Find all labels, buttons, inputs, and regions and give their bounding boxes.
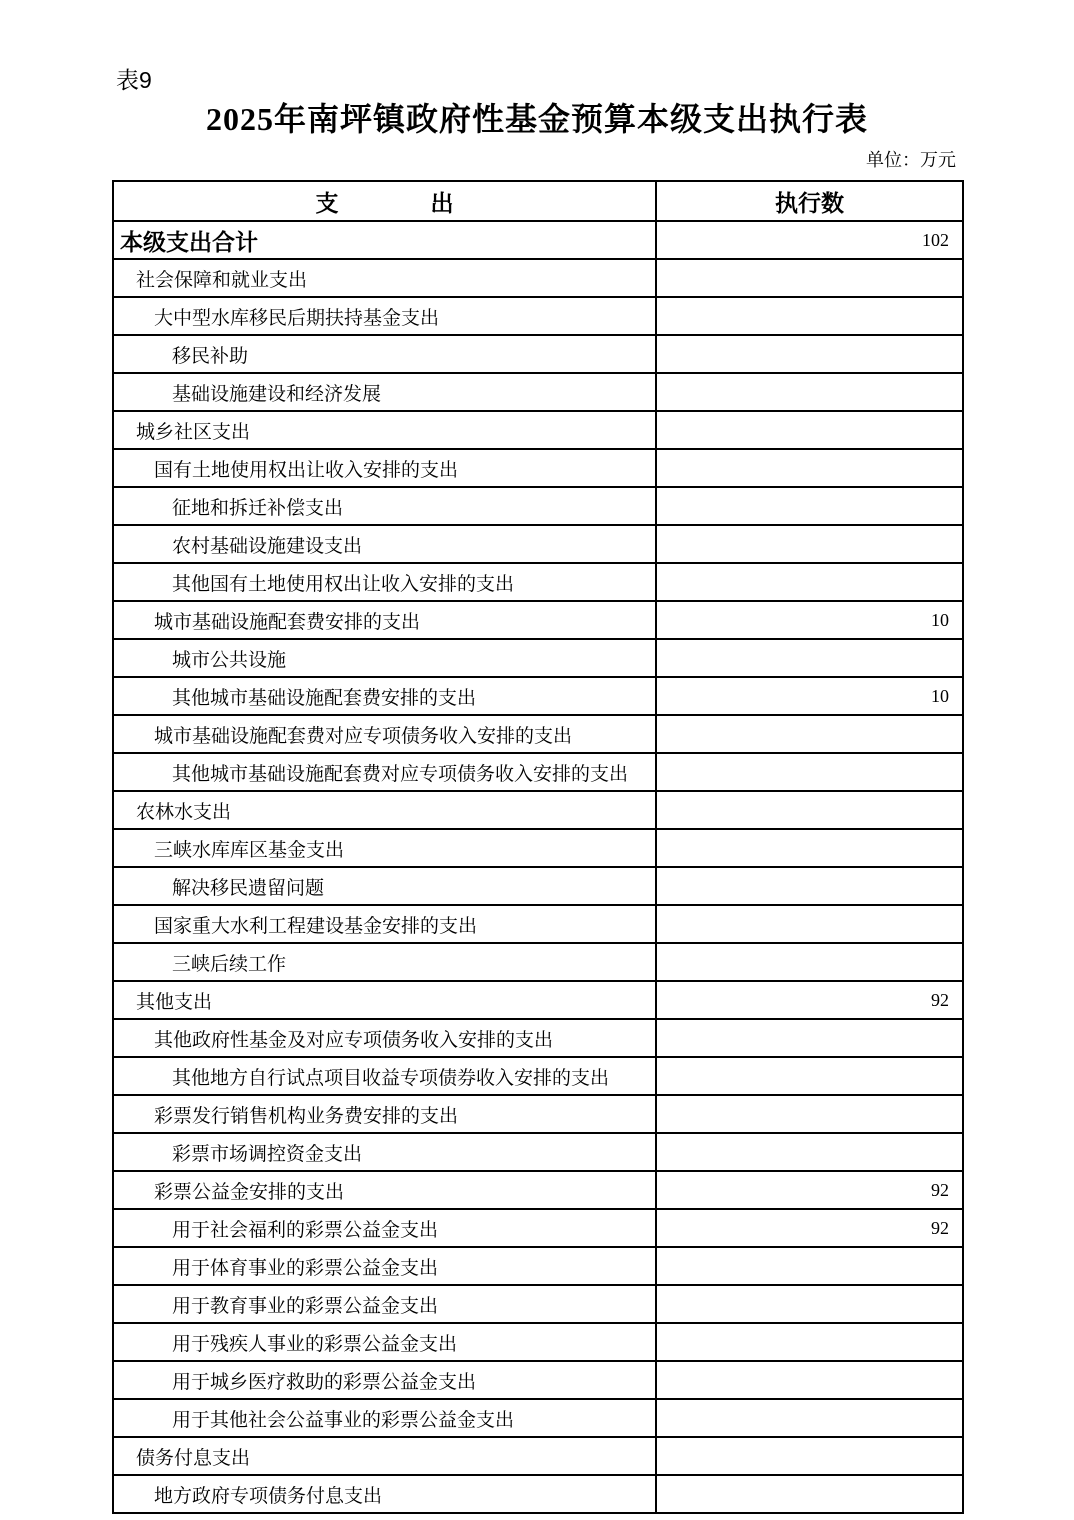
col-header-expenditure: 支 出 — [113, 181, 656, 221]
table-row — [113, 1437, 963, 1475]
expenditure-item-label: 城市基础设施配套费安排的支出 — [113, 601, 656, 639]
expenditure-item-label: 其他政府性基金及对应专项债务收入安排的支出 — [113, 1019, 656, 1057]
expenditure-item-label: 基础设施建设和经济发展 — [113, 373, 656, 411]
expenditure-item-label: 用于体育事业的彩票公益金支出 — [113, 1247, 656, 1285]
table-row — [113, 1057, 963, 1095]
execution-number-value — [656, 905, 963, 943]
table-row — [113, 335, 963, 373]
expenditure-item-label: 解决移民遗留问题 — [113, 867, 656, 905]
expenditure-item-label: 其他城市基础设施配套费对应专项债务收入安排的支出 — [113, 753, 656, 791]
expenditure-item-label: 国有土地使用权出让收入安排的支出 — [113, 449, 656, 487]
table-row — [113, 601, 963, 639]
execution-number-value: 92 — [656, 1171, 963, 1209]
table-row — [113, 867, 963, 905]
table-row — [113, 943, 963, 981]
table-row — [113, 677, 963, 715]
execution-number-value — [656, 867, 963, 905]
col-header-execution-number: 执行数 — [656, 181, 963, 221]
table-row — [113, 411, 963, 449]
expenditure-item-label: 用于城乡医疗救助的彩票公益金支出 — [113, 1361, 656, 1399]
table-row — [113, 1171, 963, 1209]
expenditure-item-label: 彩票发行销售机构业务费安排的支出 — [113, 1095, 656, 1133]
table-row — [113, 1361, 963, 1399]
table-row — [113, 1095, 963, 1133]
table-row — [113, 563, 963, 601]
execution-number-value — [656, 1361, 963, 1399]
table-number-label: 表9 — [116, 67, 152, 93]
table-row — [113, 981, 963, 1019]
expenditure-item-label: 用于残疾人事业的彩票公益金支出 — [113, 1323, 656, 1361]
expenditure-item-label: 征地和拆迁补偿支出 — [113, 487, 656, 525]
execution-number-value — [656, 829, 963, 867]
execution-number-value: 102 — [656, 221, 963, 259]
execution-number-value — [656, 1323, 963, 1361]
execution-number-value — [656, 525, 963, 563]
execution-number-value — [656, 487, 963, 525]
expenditure-item-label: 其他城市基础设施配套费安排的支出 — [113, 677, 656, 715]
expenditure-item-label: 大中型水库移民后期扶持基金支出 — [113, 297, 656, 335]
execution-number-value — [656, 1437, 963, 1475]
execution-number-value — [656, 1133, 963, 1171]
execution-number-value: 10 — [656, 601, 963, 639]
table-row — [113, 1209, 963, 1247]
table-row — [113, 1133, 963, 1171]
expenditure-item-label: 农林水支出 — [113, 791, 656, 829]
execution-number-value — [656, 753, 963, 791]
table-row — [113, 1019, 963, 1057]
expenditure-item-label: 其他地方自行试点项目收益专项债券收入安排的支出 — [113, 1057, 656, 1095]
table-row — [113, 639, 963, 677]
expenditure-item-label: 彩票公益金安排的支出 — [113, 1171, 656, 1209]
execution-number-value — [656, 1247, 963, 1285]
execution-number-value — [656, 639, 963, 677]
expenditure-item-label: 移民补助 — [113, 335, 656, 373]
table-row — [113, 1285, 963, 1323]
table-row — [113, 373, 963, 411]
execution-number-value — [656, 1285, 963, 1323]
expenditure-item-label: 三峡水库库区基金支出 — [113, 829, 656, 867]
table-row — [113, 449, 963, 487]
expenditure-item-label: 其他支出 — [113, 981, 656, 1019]
table-row — [113, 1323, 963, 1361]
page-title: 2025年南坪镇政府性基金预算本级支出执行表 — [205, 101, 868, 137]
table-row — [113, 715, 963, 753]
expenditure-item-label: 国家重大水利工程建设基金安排的支出 — [113, 905, 656, 943]
expenditure-item-label: 用于教育事业的彩票公益金支出 — [113, 1285, 656, 1323]
expenditure-item-label: 用于其他社会公益事业的彩票公益金支出 — [113, 1399, 656, 1437]
execution-number-value: 92 — [656, 981, 963, 1019]
table-row — [113, 753, 963, 791]
execution-number-value — [656, 373, 963, 411]
expenditure-item-label: 城乡社区支出 — [113, 411, 656, 449]
execution-number-value — [656, 411, 963, 449]
table-row — [113, 905, 963, 943]
table-row — [113, 1247, 963, 1285]
execution-number-value — [656, 335, 963, 373]
table-row — [113, 221, 963, 259]
execution-number-value — [656, 1095, 963, 1133]
table-header-row — [113, 181, 963, 221]
expenditure-item-label: 城市公共设施 — [113, 639, 656, 677]
expenditure-item-label: 地方政府专项债务付息支出 — [113, 1475, 656, 1513]
table-row — [113, 829, 963, 867]
table-row — [113, 297, 963, 335]
execution-number-value — [656, 297, 963, 335]
budget-table-body — [113, 221, 963, 1513]
expenditure-item-label: 农村基础设施建设支出 — [113, 525, 656, 563]
table-row — [113, 1475, 963, 1513]
execution-number-value — [656, 943, 963, 981]
table-row — [113, 525, 963, 563]
execution-number-value — [656, 563, 963, 601]
execution-number-value — [656, 1057, 963, 1095]
execution-number-value — [656, 1019, 963, 1057]
expenditure-item-label: 社会保障和就业支出 — [113, 259, 656, 297]
expenditure-item-label: 彩票市场调控资金支出 — [113, 1133, 656, 1171]
execution-number-value — [656, 715, 963, 753]
expenditure-item-label: 城市基础设施配套费对应专项债务收入安排的支出 — [113, 715, 656, 753]
table-row — [113, 791, 963, 829]
execution-number-value — [656, 791, 963, 829]
budget-table — [112, 180, 964, 1514]
execution-number-value: 92 — [656, 1209, 963, 1247]
unit-note: 单位：万元 — [866, 150, 956, 170]
execution-number-value — [656, 259, 963, 297]
table-row — [113, 259, 963, 297]
table-row — [113, 1399, 963, 1437]
execution-number-value: 10 — [656, 677, 963, 715]
expenditure-item-label: 本级支出合计 — [113, 221, 656, 259]
expenditure-item-label: 债务付息支出 — [113, 1437, 656, 1475]
table-row — [113, 487, 963, 525]
execution-number-value — [656, 1475, 963, 1513]
expenditure-item-label: 其他国有土地使用权出让收入安排的支出 — [113, 563, 656, 601]
execution-number-value — [656, 1399, 963, 1437]
expenditure-item-label: 三峡后续工作 — [113, 943, 656, 981]
expenditure-item-label: 用于社会福利的彩票公益金支出 — [113, 1209, 656, 1247]
execution-number-value — [656, 449, 963, 487]
